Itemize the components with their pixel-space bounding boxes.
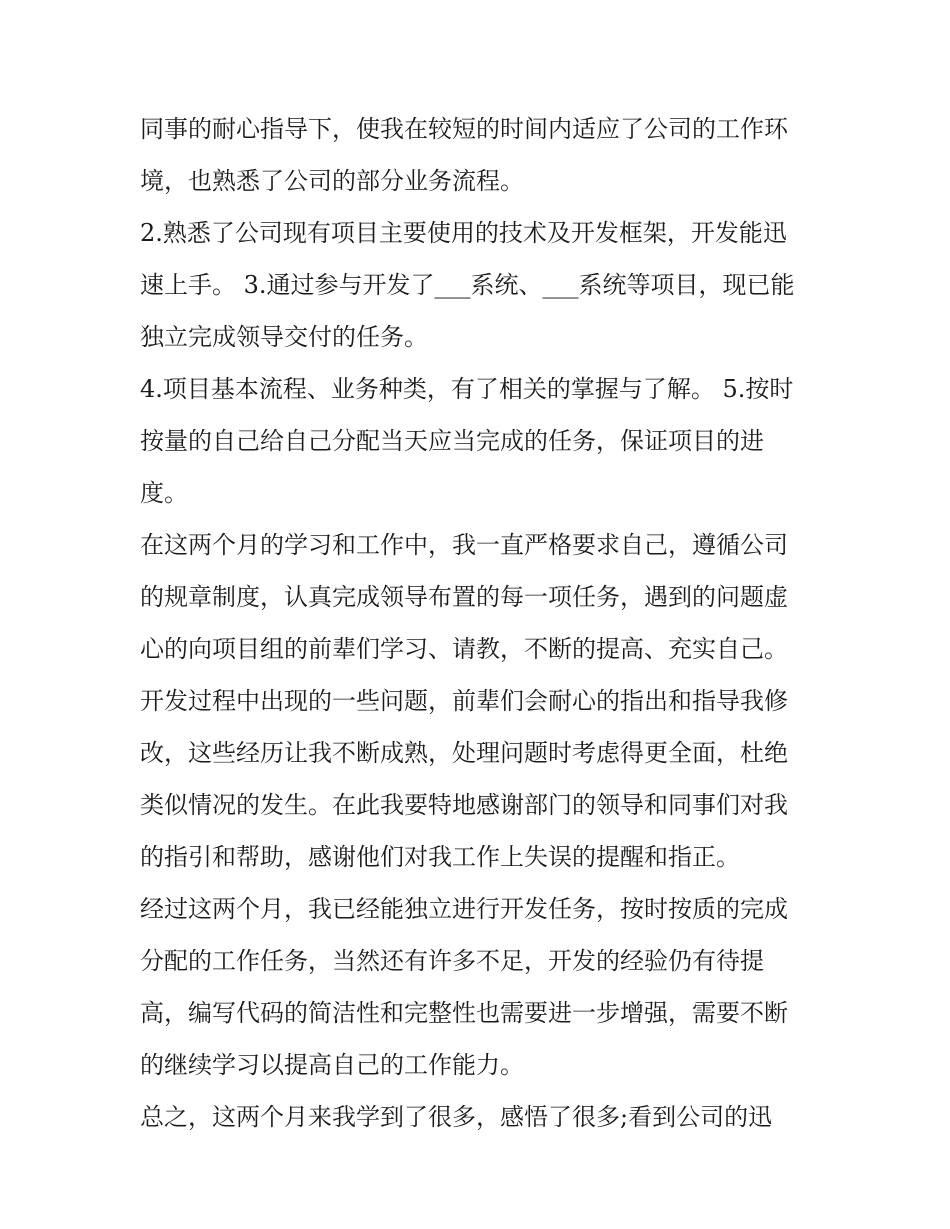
text-line: 按量的自己给自己分配当天应当完成的任务，保证项目的进	[140, 427, 764, 455]
body-text	[140, 103, 820, 1143]
text-line: 分配的工作任务，当然还有许多不足，开发的经验仍有待提	[140, 947, 764, 975]
text-line: 心的向项目组的前辈们学习、请教，不断的提高、充实自己。	[140, 635, 788, 663]
text-line: 的规章制度，认真完成领导布置的每一项任务，遇到的问题虚	[140, 583, 788, 611]
text-line: 2.熟悉了公司现有项目主要使用的技术及开发框架，开发能迅	[140, 219, 787, 247]
text-line: 独立完成领导交付的任务。	[140, 323, 428, 351]
text-line: 经过这两个月，我已经能独立进行开发任务，按时按质的完成	[140, 895, 788, 923]
text-line: 总之，这两个月来我学到了很多，感悟了很多;看到公司的迅	[140, 1103, 773, 1131]
text-line: 4.项目基本流程、业务种类，有了相关的掌握与了解。 5.按时	[140, 375, 794, 403]
text-line: 开发过程中出现的一些问题，前辈们会耐心的指出和指导我修	[140, 687, 788, 715]
text-line: 速上手。 3.通过参与开发了___系统、___系统等项目，现已能	[140, 271, 795, 299]
text-line: 改，这些经历让我不断成熟，处理问题时考虑得更全面，杜绝	[140, 739, 788, 767]
text-line: 高，编写代码的简洁性和完整性也需要进一步增强，需要不断	[140, 999, 788, 1027]
text-line: 同事的耐心指导下，使我在较短的时间内适应了公司的工作环	[140, 115, 788, 143]
text-line: 的继续学习以提高自己的工作能力。	[140, 1051, 524, 1079]
text-line: 的指引和帮助，感谢他们对我工作上失误的提醒和指正。	[140, 843, 740, 871]
text-line: 度。	[140, 479, 188, 507]
text-line: 在这两个月的学习和工作中，我一直严格要求自己，遵循公司	[140, 531, 788, 559]
text-line: 境，也熟悉了公司的部分业务流程。	[140, 167, 524, 195]
text-line: 类似情况的发生。在此我要特地感谢部门的领导和同事们对我	[140, 791, 788, 819]
